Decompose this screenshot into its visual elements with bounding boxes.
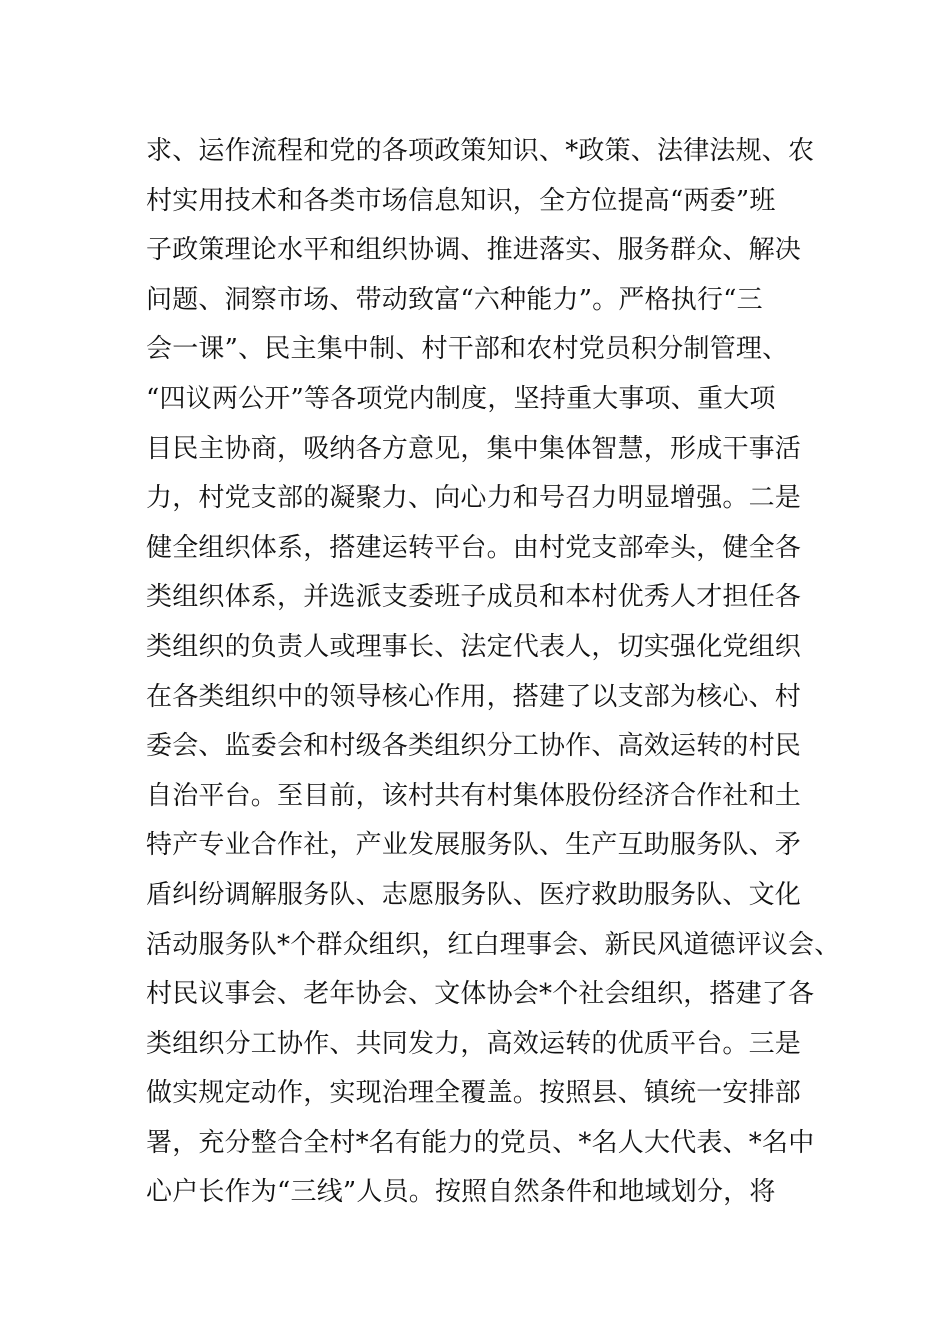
text-line: 类组织分工协作、共同发力，高效运转的优质平台。三是	[146, 1028, 802, 1059]
text-line: 力，村党支部的凝聚力、向心力和号召力明显增强。二是	[146, 483, 802, 514]
text-line: “四议两公开”等各项党内制度，坚持重大事项、重大项	[146, 383, 776, 414]
text-line: 村实用技术和各类市场信息知识，全方位提高“两委”班	[146, 185, 776, 216]
text-line: 盾纠纷调解服务队、志愿服务队、医疗救助服务队、文化	[146, 879, 802, 910]
text-line: 类组织的负责人或理事长、法定代表人，切实强化党组织	[146, 631, 802, 662]
text-line: 健全组织体系，搭建运转平台。由村党支部牵头，健全各	[146, 532, 802, 563]
text-line: 委会、监委会和村级各类组织分工协作、高效运转的村民	[146, 731, 802, 762]
text-line: 心户长作为“三线”人员。按照自然条件和地域划分，将	[146, 1177, 776, 1208]
text-line: 在各类组织中的领导核心作用，搭建了以支部为核心、村	[146, 681, 802, 712]
text-line: 做实规定动作，实现治理全覆盖。按照县、镇统一安排部	[146, 1078, 802, 1109]
text-line: 目民主协商，吸纳各方意见，集中集体智慧，形成干事活	[146, 433, 802, 464]
text-line: 活动服务队*个群众组织，红白理事会、新民风道德评议会、	[146, 929, 841, 960]
text-line: 求、运作流程和党的各项政策知识、*政策、法律法规、农	[146, 136, 815, 166]
text-line: 自治平台。至目前，该村共有村集体股份经济合作社和土	[146, 780, 802, 811]
text-line: 会一课”、民主集中制、村干部和农村党员积分制管理、	[146, 334, 789, 365]
text-line: 署，充分整合全村*名有能力的党员、*名人大代表、*名中	[146, 1127, 815, 1158]
text-line: 类组织体系，并选派支委班子成员和本村优秀人才担任各	[146, 582, 802, 613]
text-line: 特产专业合作社，产业发展服务队、生产互助服务队、矛	[146, 830, 802, 861]
body-text	[146, 127, 841, 1218]
text-line: 问题、洞察市场、带动致富“六种能力”。严格执行“三	[146, 284, 763, 315]
text-line: 村民议事会、老年协会、文体协会*个社会组织，搭建了各	[146, 979, 815, 1010]
text-line: 子政策理论水平和组织协调、推进落实、服务群众、解决	[146, 235, 802, 266]
